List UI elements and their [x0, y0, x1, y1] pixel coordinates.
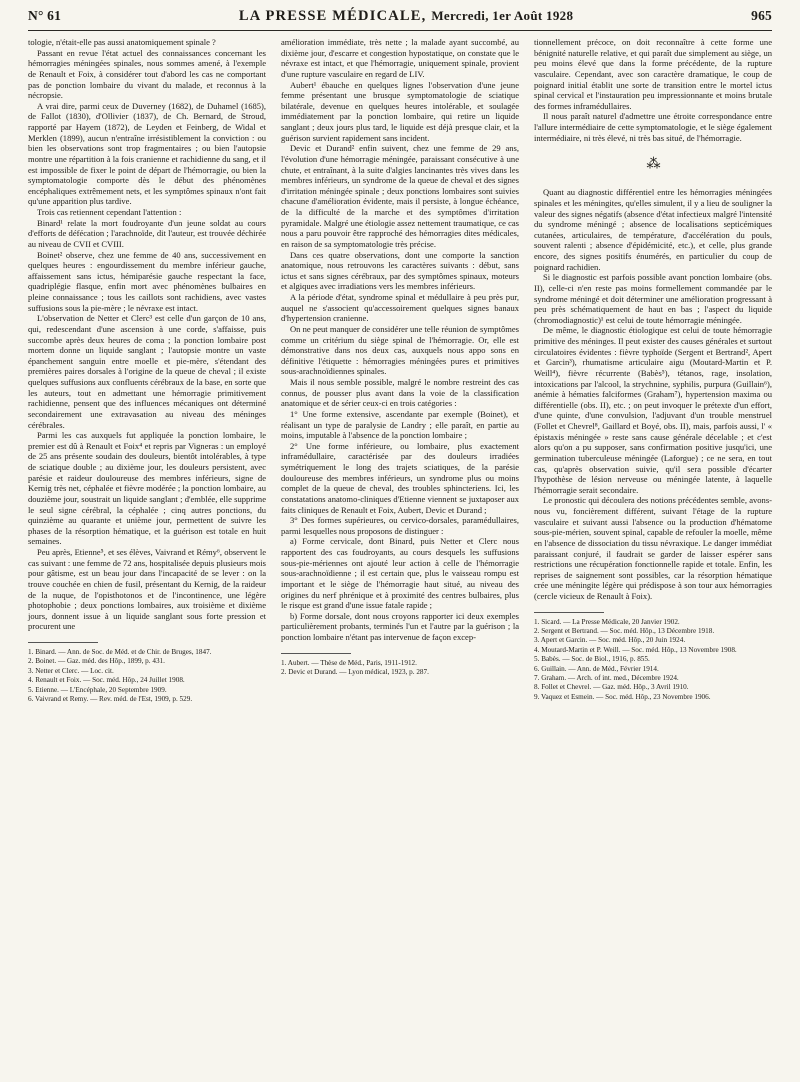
footnote: 2. Boinet. — Gaz. méd. des Hôp., 1899, p. 431.: [28, 657, 165, 666]
footnotes-middle: [281, 659, 519, 678]
issue-date: Mercredi, 1er Août 1928: [431, 8, 574, 23]
column-left: [28, 37, 266, 704]
paragraph: Trois cas retiennent cependant l'attention :: [37, 207, 182, 217]
footnote: 6. Vaivrand et Remy. — Rev. méd. de l'Est, 1909, p. 529.: [28, 695, 193, 704]
footnote: 7. Graham. — Arch. of int. med., Décembre 1924.: [534, 674, 679, 683]
paragraph: Aubert¹ ébauche en quelques lignes l'observation d'une jeune femme présentant une brusque symptomatologie de sciatique bilatérale, devenue en quelques heures intolérable, et soulagée immédiatement par la ponction lombaire, qui retire un liquide sanglant ; deux jours plus tard, le liquide est déjà presque clair, et la guérison survient rapidement sans incident.: [281, 79, 519, 143]
paragraph: A la période d'état, syndrome spinal et médullaire à peu près pur, auquel ne s'associent qu'accessoirement quelques signes banaux d'hypertension cranienne.: [281, 292, 519, 324]
paragraph: tionnellement précoce, on doit reconnaître à cette forme une bénignité naturelle relative, et qui paraît due simplement au siège, un peu moins élevé que dans la forme précédente, de la rupture vasculaire. Cependant, avec son caractère dramatique, le coup de poignard initial établit une sorte de transition entre le mortel ictus spinal cervical et l'instauration peu impressionnante et moins brutale des formes inframédullaires.: [534, 37, 772, 111]
footnote: 1. Binard. — Ann. de Soc. de Méd. et de Chir. de Bruges, 1847.: [28, 648, 212, 656]
footnote: 4. Moutard-Martin et P. Weill. — Soc. méd. Hôp., 13 Novembre 1908.: [534, 645, 737, 654]
paragraph: amélioration immédiate, très nette ; la malade ayant succombé, au dixième jour, d'escarre et congestion hypostatique, on constate que le névraxe est intact, et que l'hémorragie, uniquement spinale, provient d'une rupture vasculaire en regard de LIV.: [281, 37, 519, 79]
paragraph: tologie, n'était-elle pas aussi anatomiquement spinale ?: [28, 37, 216, 47]
footnote: 4. Renault et Foix. — Soc. méd. Hôp., 24 Juillet 1908.: [28, 676, 185, 685]
footnote: 5. Etienne. — L'Encéphale, 20 Septembre 1909.: [28, 685, 167, 694]
footnote: 2. Devic et Durand. — Lyon médical, 1923, p. 287.: [281, 668, 429, 677]
footnote: 2. Sergent et Bertrand. — Soc. méd. Hôp., 13 Décembre 1918.: [534, 627, 715, 636]
paragraph: Dans ces quatre observations, dont une comporte la sanction anatomique, nous retrouvons les caractères suivants : début, sans ictus et sans signes cérébraux, par des symptômes spinaux, moteurs et algiques avec irradiations vers les membres inférieurs.: [281, 249, 519, 292]
paragraph: On ne peut manquer de considérer une telle réunion de symptômes comme un critérium du siège spinal de l'hémorragie. Or, elle est démonstrative dans nos deux cas, auxquels nous appo sons en définitive l'étiquette : hémorragies méningées pures et primitives sous-arachnoïdiennes spinales.: [281, 323, 519, 377]
footnote-rule: [28, 642, 98, 643]
footnotes-right: [534, 618, 772, 703]
text-columns: [28, 37, 772, 704]
paragraph: 3° Des formes supérieures, ou cervico-dorsales, paramédullaires, parmi lesquelles nous proposons de distinguer :: [281, 515, 519, 536]
paragraph: Boinet² observe, chez une femme de 40 ans, successivement en quelques heures : engourdissement du membre inférieur gauche, affaissement sans ictus, hémiparésie gauche respectant la face, quadriplégie flasque, enfin mort avec phénomènes bulbaires en pleine connaissance ; tous les caillots sont rachidiens, avec vastes suffusions sous la pie-mère ; le névraxe est intact.: [28, 249, 266, 313]
asterism-divider: ⁂: [646, 157, 660, 173]
journal-title: LA PRESSE MÉDICALE,: [238, 8, 427, 24]
column-right: [534, 37, 772, 704]
footnote-rule: [281, 653, 351, 654]
footnote: 8. Follet et Chevrel. — Gaz. méd. Hôp., 3 Avril 1910.: [534, 683, 689, 692]
footnote: 1. Aubert. — Thèse de Méd., Paris, 1911-1912.: [281, 658, 417, 667]
paragraph: Si le diagnostic est parfois possible avant ponction lombaire (obs. II), celle-ci n'en reste pas moins formellement commandée par le syndrome méningé et doit déterminer une amélioration progressant à peu près schématiquement de haut en bas ; l'aspect du liquide (chromodiagnostic)¹ est celui de toute hémorragie méningée.: [534, 272, 772, 325]
column-middle: [281, 37, 519, 704]
footnote: 3. Apert et Garcin. — Soc. méd. Hôp., 20 Juin 1924.: [534, 636, 686, 645]
paragraph: 2° Une forme inférieure, ou lombaire, plus exactement inframédullaire, caractérisée par des douleurs irradiées symétriquement le long des trajets sciatiques, de la parésie douloureuse des membres inférieurs, un syndrome plus ou moins complet de la queue de cheval, des troubles sphincteriens. Ici, les constatations anatomo-cliniques d'Etienne viennent se juxtaposer aux faits cliniques de Renault et Foix, Aubert, Devic et Durand ;: [281, 440, 519, 515]
page-header: [28, 8, 772, 31]
footnote: 1. Sicard. — La Presse Médicale, 20 Janvier 1902.: [534, 617, 680, 626]
paragraph: Binard¹ relate la mort foudroyante d'un jeune soldat au cours d'efforts de défécation ; l'arachnoïde, dit l'auteur, est trouvée déchirée au niveau de CVII et CVIII.: [28, 217, 266, 249]
paragraph: Quant au diagnostic différentiel entre les hémorragies méningées spinales et les méningites, qu'elles simulent, il y a lieu de souligner la valeur des signes négatifs (absence d'état infectieux malgré l'intensité du syndrome méningé ; absence de localisations septicémiques cutanées, articulaires, de température, d'accélération du pouls, souvent ralenti ; absence d'épidémicité, etc.), et celle, plus grande encore, des signes positifs énumérés, en particulier du coup de poignard rachidien.: [534, 187, 772, 272]
footnote: 3. Netter et Clerc. — Loc. cit.: [28, 666, 114, 675]
footnote: 6. Guillain. — Ann. de Méd., Février 1914.: [534, 664, 659, 673]
paragraph: Passant en revue l'état actuel des connaissances concernant les hémorragies méningées spinales, nous sommes amené, à l'exemple de Renault et Foix, à considérer tout d'abord les cas ne comportant pas de ponction lombaire du vivant du malade, et reconnus à la nécropsie.: [28, 47, 266, 101]
footnote: 9. Vaquez et Esmein. — Soc. méd. Hôp., 23 Novembre 1906.: [534, 692, 711, 701]
page-number: 965: [751, 8, 772, 23]
footnote: 5. Babès. — Soc. de Biol., 1916, p. 855.: [534, 655, 650, 664]
footnote-rule: [534, 612, 604, 613]
paragraph: Peu après, Etienne⁵, et ses élèves, Vaivrand et Rémy⁶, observent le cas suivant : une femme de 72 ans, hospitalisée depuis plusieurs mois pour gâtisme, est un beau jour dans l'incapacité de se lever : on la trouve couchée en chien de fusil, présentant du Kernig, de la raideur de la nuque, de l'opisthotonos et de l'incontinence, une légère photophobie ; deux ponctions lombaires, aux troisième et dixième jours, donnent issue à un liquide sanglant sous forte pression et procurent une: [28, 547, 266, 632]
paragraph: 1° Une forme extensive, ascendante par exemple (Boinet), et réalisant un type de paralysie de Landry ; elle paraît, en partie au moins, imputable à l'absence de la ponction lombaire ;: [281, 408, 519, 441]
footnotes-left: [28, 648, 266, 704]
issue-number: N° 61: [28, 8, 62, 23]
paragraph: Le pronostic qui découlera des notions précédentes semble, avons-nous vu, foncièrement différent, suivant l'étage de la rupture vasculaire et suivant aussi l'absence ou la production d'hématome sous-pie-mérien, souvent spinal, capable de refouler la moelle, même en l'absence de dissociation du tissu névraxique. Le danger immédiat paraissant conjuré, il faudrait se garder de laisser espérer sans restrictions une récupération fonctionnelle rapide et totale. Enfin, les reprises de saignement sont possibles, car la résorption hématique crée une méningite légère qui prédispose à son tour aux hémorragies (cercle vicieux de Renault à Foix).: [534, 495, 772, 601]
paragraph: Il nous paraît naturel d'admettre une étroite correspondance entre l'allure intermédiaire de cette symptomatologie, et le siège également intermédiaire, ni très élevé, ni très bas situé, de l'hémorragie.: [534, 111, 772, 143]
paragraph: a) Forme cervicale, dont Binard, puis Netter et Clerc nous rapportent des cas foudroyants, au cours desquels les suffusions sous-pie-mériennes ont ajouté leur action à celle de l'hémorragie sous-arachnoïdienne ; il est certain que, plus le vaisseau rompu est important et le siège de l'hémorragie haut situé, au niveau des origines du nerf phrénique et à proximité des centres bulbaires, plus le risque est grand d'une issue fatale rapide ;: [281, 536, 519, 611]
paragraph: Mais il nous semble possible, malgré le nombre restreint des cas connus, de pousser plus avant dans la voie de la classification anatomique et de sérier ceux-ci en trois catégories :: [281, 377, 519, 409]
paragraph: De même, le diagnostic étiologique est celui de toute hémorragie primitive des méninges. Il peut exister des causes générales et surtout circulatoires évidentes : fièvre typhoïde (Sergent et Bertrand², Apert et Garcin³), rhumatisme articulaire aigu (Moutard-Martin et P. Weill⁴), fièvre récurrente (Babès⁵), tétanos, rage, insolation, intoxications par l'alcool, la strychnine, syphilis, purpura (Guillain⁶), anémie à hématies falciformes (Graham⁷), hypertension maxima ou différentielle (obs. II), etc. ; on peut invoquer le prétexte d'un effort, d'une quinte, d'une convulsion, l'adjuvant d'un trouble menstruel (Follet et Chevrel⁸, Gaillard et Boyé, obs. II), mais, parfois aussi, l' « épistaxis méningée » reste sans cause générale décelable ; et c'est alors qu'on a pu supposer, sans confirmation positive jusqu'ici, une germination tuberculeuse méningée (Laforgue) ; ce ne sera, en tout cas, qu'après observation suivie, qu'il sera possible d'écarter l'hypothèse de lésion nerveuse ou méningée latente, à laquelle l'hémorragie serait secondaire.: [534, 325, 772, 495]
paragraph: Parmi les cas auxquels fut appliquée la ponction lombaire, le premier est dû à Renault et Foix⁴ et repris par Vigneras : un employé de 25 ans présente soudain des douleurs, bientôt intolérables, à type de sciatique double ; au dixième jour, les douleurs persistent, avec parésie et raideur douloureuse des membres inférieurs, signe de Kernig très net, céphalée et fièvre modérée ; la ponction lombaire, au douzième jour, soustrait un liquide sanglant ; d'emblée, elle supprime le seul signe cérébral, la céphalée ; cinq autres ponctions, du quinzième au quarante et unième jour, permettent de suivre les phases de la résorption hématique, et la guérison est totale en huit semaines.: [28, 430, 266, 547]
paragraph: L'observation de Netter et Clerc³ est celle d'un garçon de 10 ans, qui, redescendant d'une ascension à une corde, s'affaisse, puis succombe après deux heures de coma ; la ponction lombaire post mortem donne un liquide sanglant ; l'autopsie montre un vaste épanchement sanguin entre moelle et pie-mère, s'étendant des premières paires dorsales à l'origine de la queue de cheval ; il existe quelques suffusions aux confluents cérébraux de la base, en sorte que les auteurs, tout en admettant une hémorragie primitivement rachidienne, pensent que des influences mécaniques ont déterminé secondairement une extravasation au niveau des méninges cérébrales.: [28, 313, 266, 430]
masthead: [239, 8, 573, 25]
paragraph: b) Forme dorsale, dont nous croyons rapporter ici deux exemples particulièrement probants, terminés l'un et l'autre par la guérison ; la ponction lombaire n'étant pas intervenue de façon excep-: [281, 610, 519, 642]
paragraph: Devic et Durand² enfin suivent, chez une femme de 29 ans, l'évolution d'une hémorragie méningée, paraissant consécutive à une chute, et entraînant, à la suite d'algies lancinantes très vives dans les membres inférieurs, un syndrome de la queue de cheval et des signes d'irritation méningée spinale ; deux ponctions lombaires sont suivies chacune d'amélioration évidente, mais il persiste, à longue échéance, de la difficulté de la marche et des symptômes d'irritation pyramidale. Malgré une étiologie assez nettement traumatique, ce cas nous a paru pouvoir être rapproché des hémorragies dites médicales, en raison de sa symptomatologie très précise.: [281, 143, 519, 249]
paragraph: A vrai dire, parmi ceux de Duverney (1682), de Duhamel (1685), de Fallot (1830), d'Ollivier (1837), de Ch. Bernard, de Stroud, rapporté par Hayem (1872), de Leyden et Feinberg, de Widal et Merklen (1899), aucun n'entraîne irrésistiblement la conviction : ou bien les observations sont trop fragmentaires ; ou bien l'autopsie montre une répartition à la fois cranienne et rachidienne du sang, et il est impossible de fixer le point de départ de l'hémorragie, ou bien la symptomatologie comporte dès le début des phénomènes encéphaliques extrêmement nets, et les symptômes spinaux n'ont fait qu'une apparition plus tardive.: [28, 100, 266, 207]
